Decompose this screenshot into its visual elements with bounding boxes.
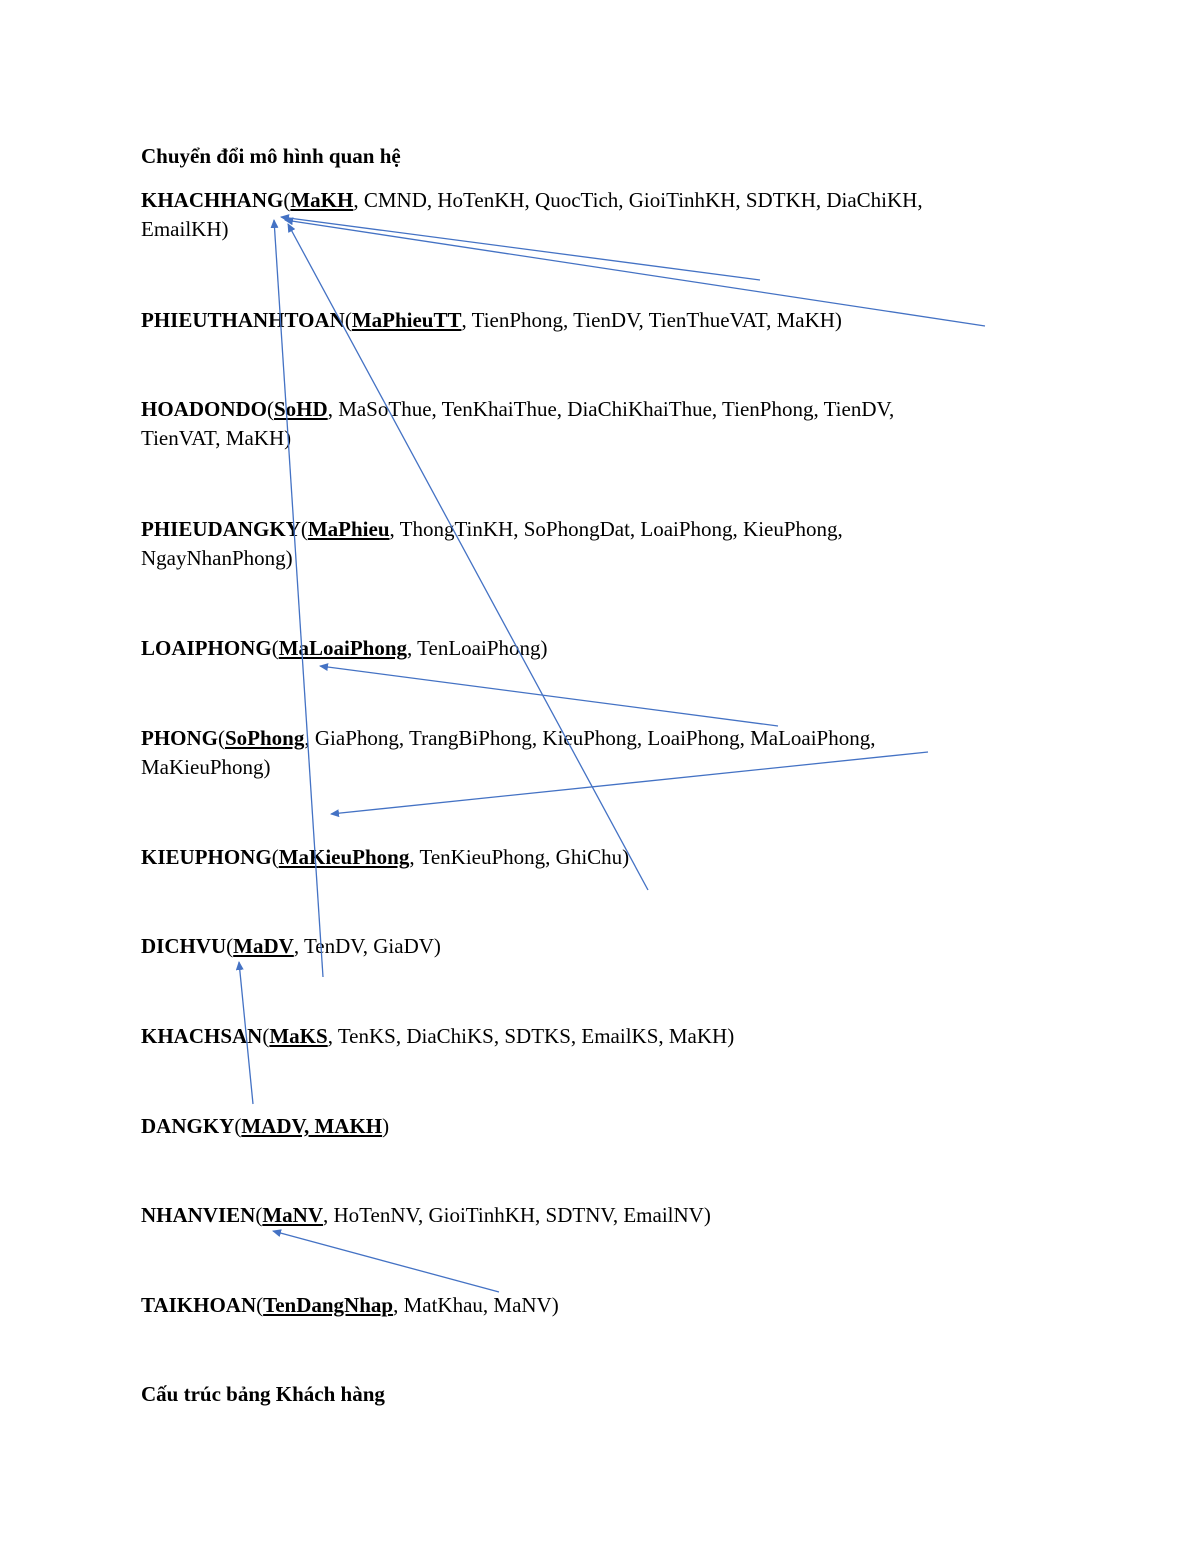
primary-key: MaKieuPhong (278, 845, 410, 869)
relation-name: HOADONDO (141, 397, 267, 421)
primary-key: MADV, MAKH (241, 1114, 383, 1138)
relation-loaiphong: LOAIPHONG(MaLoaiPhong, TenLoaiPhong) (141, 636, 548, 660)
primary-key: MaDV (233, 934, 294, 958)
primary-key: MaPhieuTT (351, 308, 462, 332)
attribute-list: , TenKS, DiaChiKS, SDTKS, EmailKS, MaKH) (327, 1024, 735, 1048)
primary-key: MaPhieu (307, 517, 390, 541)
relation-name: KHACHSAN (141, 1024, 263, 1048)
fk-arrow-phieuthanhtoan-to-khachhang-a (281, 217, 760, 280)
attribute-list: , CMND, HoTenKH, QuocTich, GioiTinhKH, SDTKH, DiaChiKH, (353, 188, 923, 212)
relation-phong-continued (141, 753, 271, 782)
relation-name: LOAIPHONG (141, 636, 272, 660)
attribute-list: , TenLoaiPhong) (407, 636, 548, 660)
attribute-list: , TenDV, GiaDV) (293, 934, 441, 958)
relation-khachhang-continued (141, 215, 228, 244)
relation-name: DICHVU (141, 934, 227, 958)
relation-khachsan: KHACHSAN(MaKS, TenKS, DiaChiKS, SDTKS, EmailKS, MaKH) (141, 1024, 735, 1048)
relation-phieuthanhtoan: PHIEUTHANHTOAN(MaPhieuTT, TienPhong, TienDV, TienThueVAT, MaKH) (141, 308, 842, 332)
primary-key: MaLoaiPhong (278, 636, 408, 660)
attribute-list: , GiaPhong, TrangBiPhong, KieuPhong, LoaiPhong, MaLoaiPhong, (304, 726, 876, 750)
primary-key: SoHD (274, 397, 328, 421)
fk-arrow-taikhoan-to-nhanvien (273, 1231, 499, 1292)
attribute-list: , MatKhau, MaNV) (393, 1293, 559, 1317)
relation-phong: PHONG(SoPhong, GiaPhong, TrangBiPhong, KieuPhong, LoaiPhong, MaLoaiPhong, (141, 726, 876, 750)
attribute-list: , TienPhong, TienDV, TienThueVAT, MaKH) (461, 308, 842, 332)
relation-name: PHIEUDANGKY (141, 517, 301, 541)
section-heading-customer-table: Cấu trúc bảng Khách hàng (141, 1382, 385, 1406)
relation-name: KIEUPHONG (141, 845, 272, 869)
relation-name: PHIEUTHANHTOAN (141, 308, 345, 332)
primary-key: MaNV (262, 1203, 323, 1227)
attribute-list: TienVAT, MaKH) (141, 426, 292, 450)
relation-phieudangky-continued (141, 544, 293, 573)
relation-dangky: DANGKY(MADV, MAKH) (141, 1114, 390, 1138)
attribute-list: EmailKH) (141, 217, 229, 241)
relation-nhanvien: NHANVIEN(MaNV, HoTenNV, GioiTinhKH, SDTNV, EmailNV) (141, 1203, 711, 1227)
relation-hoadondo: HOADONDO(SoHD, MaSoThue, TenKhaiThue, DiaChiKhaiThue, TienPhong, TienDV, (141, 397, 895, 421)
relation-taikhoan: TAIKHOAN(TenDangNhap, MatKhau, MaNV) (141, 1293, 559, 1317)
fk-arrow-phong-to-loaiphong (320, 666, 778, 726)
relation-name: DANGKY (141, 1114, 235, 1138)
relation-khachhang: KHACHHANG(MaKH, CMND, HoTenKH, QuocTich, GioiTinhKH, SDTKH, DiaChiKH, (141, 188, 923, 212)
attribute-list: , ThongTinKH, SoPhongDat, LoaiPhong, KieuPhong, (389, 517, 843, 541)
primary-key: SoPhong (225, 726, 305, 750)
attribute-list: NgayNhanPhong) (141, 546, 293, 570)
attribute-list: , HoTenNV, GioiTinhKH, SDTNV, EmailNV) (323, 1203, 711, 1227)
primary-key: MaKS (269, 1024, 328, 1048)
relation-dichvu: DICHVU(MaDV, TenDV, GiaDV) (141, 934, 441, 958)
attribute-list: ) (382, 1114, 390, 1138)
relation-name: KHACHHANG (141, 188, 284, 212)
attribute-list: , MaSoThue, TenKhaiThue, DiaChiKhaiThue, TienPhong, TienDV, (327, 397, 895, 421)
primary-key: MaKH (290, 188, 354, 212)
relation-name: NHANVIEN (141, 1203, 256, 1227)
attribute-list: MaKieuPhong) (141, 755, 271, 779)
attribute-list: , TenKieuPhong, GhiChu) (409, 845, 630, 869)
relation-name: PHONG (141, 726, 218, 750)
section-heading-relational-model: Chuyển đổi mô hình quan hệ (141, 144, 401, 168)
primary-key: TenDangNhap (263, 1293, 394, 1317)
relation-kieuphong: KIEUPHONG(MaKieuPhong, TenKieuPhong, GhiChu) (141, 845, 630, 869)
relation-hoadondo-continued (141, 424, 291, 453)
relation-name: TAIKHOAN (141, 1293, 257, 1317)
relation-phieudangky: PHIEUDANGKY(MaPhieu, ThongTinKH, SoPhongDat, LoaiPhong, KieuPhong, (141, 517, 843, 541)
fk-arrow-phong-to-kieuphong (331, 752, 928, 814)
